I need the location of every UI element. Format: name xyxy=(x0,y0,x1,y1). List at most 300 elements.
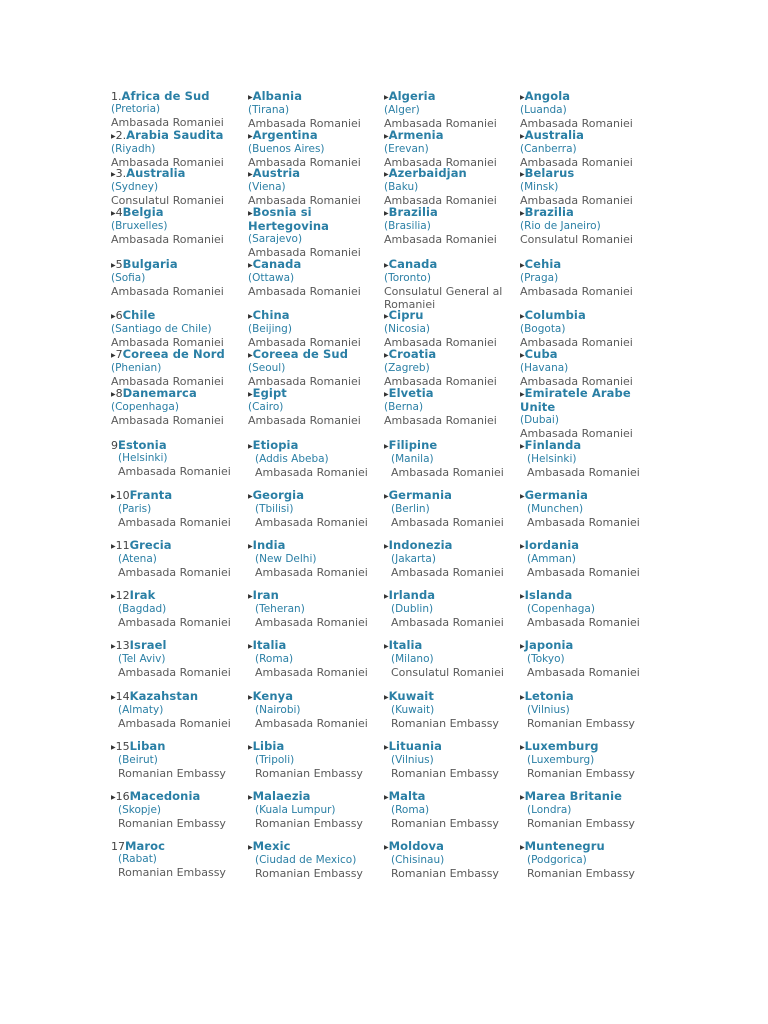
country-link[interactable]: Italia xyxy=(388,638,423,652)
country-link[interactable]: Croatia xyxy=(388,347,437,361)
country-link[interactable]: Cipru xyxy=(388,308,424,322)
city-name: (Podgorica) xyxy=(527,854,587,866)
country-link[interactable]: Egipt xyxy=(252,386,287,400)
city-name: (Berna) xyxy=(384,401,424,413)
entry-heading xyxy=(111,309,241,323)
bullet-arrow-icon: ▶ xyxy=(384,744,389,751)
country-entry xyxy=(111,129,241,169)
mission-type: Ambasada Romaniei xyxy=(255,717,368,730)
country-link[interactable]: Chile xyxy=(122,308,156,322)
country-link[interactable]: Marea Britanie xyxy=(524,789,623,803)
bullet-arrow-icon: ▶ xyxy=(520,94,525,101)
bullet-arrow-icon: ▶ xyxy=(384,443,389,450)
mission-type: Ambasada Romaniei xyxy=(255,516,368,529)
country-entry xyxy=(111,539,241,579)
country-link[interactable]: Emiratele Arabe Unite xyxy=(520,386,631,414)
country-entry xyxy=(384,129,514,169)
country-link[interactable]: Luxemburg xyxy=(524,739,599,753)
entry-heading xyxy=(111,167,241,181)
mission-type: Consulatul Romaniei xyxy=(111,194,224,207)
country-entry xyxy=(248,348,378,388)
bullet-arrow-icon: ▶ xyxy=(248,643,253,650)
country-link[interactable]: Cuba xyxy=(524,347,558,361)
entry-heading xyxy=(520,790,650,804)
city-name: (Toronto) xyxy=(384,272,431,284)
entry-number: 14 xyxy=(115,690,130,703)
city-name: (Manila) xyxy=(391,453,434,465)
entry-number: 6 xyxy=(115,309,123,322)
bullet-arrow-icon: ▶ xyxy=(111,133,116,140)
entry-heading xyxy=(384,690,514,704)
mission-type: Ambasada Romaniei xyxy=(111,414,224,427)
mission-type: Romanian Embassy xyxy=(391,817,499,830)
mission-type: Ambasada Romaniei xyxy=(248,156,361,169)
country-link[interactable]: Finlanda xyxy=(524,438,582,452)
entry-heading xyxy=(384,206,514,220)
entry-number: 7 xyxy=(115,348,123,361)
entry-heading xyxy=(384,539,514,553)
bullet-arrow-icon: ▶ xyxy=(248,593,253,600)
country-link[interactable]: Brazilia xyxy=(524,205,574,219)
entry-number: 11 xyxy=(115,539,130,552)
country-link[interactable]: Lituania xyxy=(388,739,443,753)
country-entry xyxy=(520,206,650,246)
entry-heading xyxy=(111,206,241,220)
country-link[interactable]: Japonia xyxy=(524,638,574,652)
bullet-arrow-icon: ▶ xyxy=(520,210,525,217)
city-name: (Erevan) xyxy=(384,143,429,155)
mission-type: Romanian Embassy xyxy=(391,717,499,730)
country-link[interactable]: Albania xyxy=(252,89,303,103)
entry-heading xyxy=(248,167,378,181)
country-entry xyxy=(520,840,650,880)
country-link[interactable]: Israel xyxy=(129,638,167,652)
country-entry xyxy=(111,167,241,207)
country-entry xyxy=(111,258,241,298)
bullet-arrow-icon: ▶ xyxy=(384,593,389,600)
country-entry xyxy=(520,489,650,529)
mission-type: Ambasada Romaniei xyxy=(248,375,361,388)
country-entry xyxy=(248,840,378,880)
country-link[interactable]: China xyxy=(252,308,290,322)
city-name: (Addis Abeba) xyxy=(255,453,329,465)
country-entry xyxy=(520,90,650,130)
entry-heading xyxy=(520,690,650,704)
country-entry xyxy=(520,690,650,730)
country-entry xyxy=(520,167,650,207)
city-name: (Buenos Aires) xyxy=(248,143,325,155)
bullet-arrow-icon: ▶ xyxy=(111,493,116,500)
country-entry xyxy=(248,167,378,207)
mission-type: Ambasada Romaniei xyxy=(391,566,504,579)
entry-heading xyxy=(111,90,241,103)
city-name: (Santiago de Chile) xyxy=(111,323,212,335)
country-link[interactable]: Belarus xyxy=(524,166,575,180)
city-name: (Tokyo) xyxy=(527,653,565,665)
country-entry xyxy=(384,639,514,679)
entry-heading xyxy=(248,740,378,754)
country-entry xyxy=(384,387,514,427)
country-entry xyxy=(520,740,650,780)
city-name: (Riyadh) xyxy=(111,143,156,155)
country-entry xyxy=(384,840,514,880)
mission-type: Ambasada Romaniei xyxy=(118,516,231,529)
mission-type: Ambasada Romaniei xyxy=(111,375,224,388)
bullet-arrow-icon: ▶ xyxy=(111,313,116,320)
country-link[interactable]: Canada xyxy=(252,257,302,271)
country-link[interactable]: Irak xyxy=(129,588,156,602)
country-link[interactable]: Mexic xyxy=(252,839,291,853)
country-link[interactable]: Macedonia xyxy=(129,789,201,803)
bullet-arrow-icon: ▶ xyxy=(248,313,253,320)
country-entry xyxy=(520,639,650,679)
country-link[interactable]: Coreea de Nord xyxy=(122,347,225,361)
bullet-arrow-icon: ▶ xyxy=(111,391,116,398)
bullet-arrow-icon: ▶ xyxy=(384,694,389,701)
country-entry xyxy=(111,206,241,246)
country-link[interactable]: Italia xyxy=(252,638,287,652)
country-link[interactable]: Georgia xyxy=(252,488,305,502)
bullet-arrow-icon: ▶ xyxy=(384,794,389,801)
mission-type: Romanian Embassy xyxy=(391,867,499,880)
bullet-arrow-icon: ▶ xyxy=(520,171,525,178)
mission-type: Ambasada Romaniei xyxy=(118,566,231,579)
entry-heading xyxy=(520,740,650,754)
mission-type: Ambasada Romaniei xyxy=(520,427,633,440)
country-link[interactable]: Moldova xyxy=(388,839,445,853)
mission-type: Ambasada Romaniei xyxy=(384,233,497,246)
country-link[interactable]: Grecia xyxy=(129,538,172,552)
bullet-arrow-icon: ▶ xyxy=(520,443,525,450)
country-link[interactable]: Cehia xyxy=(524,257,562,271)
entry-heading xyxy=(384,129,514,143)
country-entry xyxy=(248,790,378,830)
mission-type: Ambasada Romaniei xyxy=(111,156,224,169)
entry-heading xyxy=(111,489,241,503)
entry-heading xyxy=(248,439,378,453)
city-name: (Vilnius) xyxy=(391,754,434,766)
mission-type: Ambasada Romaniei xyxy=(255,566,368,579)
country-link[interactable]: Filipine xyxy=(388,438,438,452)
bullet-arrow-icon: ▶ xyxy=(248,794,253,801)
country-link[interactable]: Angola xyxy=(524,89,571,103)
entry-heading xyxy=(384,309,514,323)
bullet-arrow-icon: ▶ xyxy=(384,171,389,178)
entry-heading xyxy=(384,489,514,503)
bullet-arrow-icon: ▶ xyxy=(111,744,116,751)
bullet-arrow-icon: ▶ xyxy=(248,171,253,178)
entry-heading xyxy=(520,387,650,414)
entry-heading xyxy=(520,539,650,553)
country-link[interactable]: Belgia xyxy=(122,205,164,219)
country-link[interactable]: Kuwait xyxy=(388,689,434,703)
country-entry xyxy=(520,348,650,388)
country-link[interactable]: Australia xyxy=(126,166,186,180)
mission-type: Ambasada Romaniei xyxy=(111,285,224,298)
mission-type: Ambasada Romaniei xyxy=(384,336,497,349)
country-link[interactable]: Bulgaria xyxy=(122,257,178,271)
mission-type: Ambasada Romaniei xyxy=(520,375,633,388)
country-link[interactable]: Arabia Saudita xyxy=(126,128,224,142)
mission-type: Consulatul Romaniei xyxy=(520,233,633,246)
country-link[interactable]: Africa de Sud xyxy=(121,89,210,103)
entry-heading xyxy=(384,790,514,804)
country-link[interactable]: Indonezia xyxy=(388,538,453,552)
country-link[interactable]: Iordania xyxy=(524,538,580,552)
country-entry xyxy=(248,539,378,579)
mission-type: Ambasada Romaniei xyxy=(520,156,633,169)
city-name: (Tel Aviv) xyxy=(118,653,166,665)
country-link[interactable]: Liban xyxy=(129,739,166,753)
city-name: (Minsk) xyxy=(520,181,559,193)
mission-type: Ambasada Romaniei xyxy=(248,117,361,130)
mission-type: Ambasada Romaniei xyxy=(255,616,368,629)
city-name: (Viena) xyxy=(248,181,286,193)
city-name: (Roma) xyxy=(255,653,294,665)
mission-type: Ambasada Romaniei xyxy=(248,285,361,298)
entry-heading xyxy=(520,167,650,181)
bullet-arrow-icon: ▶ xyxy=(248,493,253,500)
country-entry xyxy=(520,790,650,830)
mission-type: Ambasada Romaniei xyxy=(248,414,361,427)
bullet-arrow-icon: ▶ xyxy=(520,391,525,398)
country-link[interactable]: Germania xyxy=(388,488,452,502)
entry-heading xyxy=(248,639,378,653)
country-entry xyxy=(248,489,378,529)
country-entry xyxy=(520,589,650,629)
city-name: (Beijing) xyxy=(248,323,292,335)
country-entry xyxy=(384,167,514,207)
city-name: (Paris) xyxy=(118,503,152,515)
bullet-arrow-icon: ▶ xyxy=(520,262,525,269)
bullet-arrow-icon: ▶ xyxy=(520,593,525,600)
bullet-arrow-icon: ▶ xyxy=(520,844,525,851)
mission-type: Ambasada Romaniei xyxy=(384,194,497,207)
city-name: (Tirana) xyxy=(248,104,290,116)
entry-heading xyxy=(384,840,514,854)
entry-number: 15 xyxy=(115,740,130,753)
city-name: (Canberra) xyxy=(520,143,577,155)
country-link[interactable]: Azerbaidjan xyxy=(388,166,467,180)
entry-heading xyxy=(520,258,650,272)
country-link[interactable]: Islanda xyxy=(524,588,573,602)
entry-heading xyxy=(248,206,378,233)
country-entry xyxy=(248,258,378,298)
country-link[interactable]: Elvetia xyxy=(388,386,434,400)
entry-heading xyxy=(111,840,241,853)
entry-heading xyxy=(520,589,650,603)
bullet-arrow-icon: ▶ xyxy=(384,262,389,269)
mission-type: Ambasada Romaniei xyxy=(527,466,640,479)
entry-heading xyxy=(248,539,378,553)
entry-heading xyxy=(248,258,378,272)
country-link[interactable]: Columbia xyxy=(524,308,586,322)
city-name: (Kuwait) xyxy=(391,704,435,716)
city-name: (Nicosia) xyxy=(384,323,430,335)
city-name: (Phenian) xyxy=(111,362,162,374)
country-link[interactable]: Etiopia xyxy=(252,438,299,452)
city-name: (Helsinki) xyxy=(527,453,577,465)
city-name: (Luxemburg) xyxy=(527,754,595,766)
country-link[interactable]: India xyxy=(252,538,286,552)
country-link[interactable]: Malta xyxy=(388,789,426,803)
mission-type: Romanian Embassy xyxy=(391,767,499,780)
bullet-arrow-icon: ▶ xyxy=(248,844,253,851)
entry-heading xyxy=(248,309,378,323)
country-link[interactable]: Letonia xyxy=(524,689,574,703)
city-name: (Bogota) xyxy=(520,323,566,335)
entry-heading xyxy=(111,740,241,754)
mission-type: Ambasada Romaniei xyxy=(391,466,504,479)
entry-heading xyxy=(248,387,378,401)
city-name: (Roma) xyxy=(391,804,430,816)
country-link[interactable]: Canada xyxy=(388,257,438,271)
entry-heading xyxy=(248,589,378,603)
entry-number: 1. xyxy=(111,90,122,103)
city-name: (Bruxelles) xyxy=(111,220,168,232)
country-entry xyxy=(111,639,241,679)
entry-number: 13 xyxy=(115,639,130,652)
entry-heading xyxy=(248,129,378,143)
bullet-arrow-icon: ▶ xyxy=(520,352,525,359)
country-entry xyxy=(520,129,650,169)
city-name: (Rabat) xyxy=(118,853,157,865)
country-entry xyxy=(248,740,378,780)
city-name: (Sarajevo) xyxy=(248,233,303,245)
bullet-arrow-icon: ▶ xyxy=(520,744,525,751)
entry-number: 5 xyxy=(115,258,123,271)
country-link[interactable]: Argentina xyxy=(252,128,318,142)
country-entry xyxy=(520,387,650,440)
mission-type: Romanian Embassy xyxy=(527,867,635,880)
mission-type: Ambasada Romaniei xyxy=(118,717,231,730)
country-link[interactable]: Maroc xyxy=(125,839,166,853)
country-entry xyxy=(248,206,378,259)
city-name: (Londra) xyxy=(527,804,572,816)
city-name: (Havana) xyxy=(520,362,569,374)
country-link[interactable]: Bosnia si Hertegovina xyxy=(248,205,330,233)
entry-number: 9 xyxy=(111,439,118,452)
city-name: (Tbilisi) xyxy=(255,503,294,515)
city-name: (Alger) xyxy=(384,104,420,116)
bullet-arrow-icon: ▶ xyxy=(248,744,253,751)
city-name: (Rio de Janeiro) xyxy=(520,220,601,232)
country-link[interactable]: Germania xyxy=(524,488,588,502)
bullet-arrow-icon: ▶ xyxy=(111,352,116,359)
city-name: (Berlin) xyxy=(391,503,430,515)
country-link[interactable]: Libia xyxy=(252,739,285,753)
bullet-arrow-icon: ▶ xyxy=(384,643,389,650)
entry-heading xyxy=(384,439,514,453)
mission-type: Ambasada Romaniei xyxy=(384,117,497,130)
bullet-arrow-icon: ▶ xyxy=(111,543,116,550)
country-entry xyxy=(384,790,514,830)
city-name: (Ciudad de Mexico) xyxy=(255,854,357,866)
entry-number: 4 xyxy=(115,206,123,219)
mission-type: Consulatul Romaniei xyxy=(391,666,504,679)
bullet-arrow-icon: ▶ xyxy=(248,391,253,398)
country-entry xyxy=(248,690,378,730)
country-link[interactable]: Iran xyxy=(252,588,279,602)
mission-type: Romanian Embassy xyxy=(527,717,635,730)
country-link[interactable]: Franta xyxy=(129,488,173,502)
country-entry xyxy=(248,639,378,679)
city-name: (Cairo) xyxy=(248,401,284,413)
country-link[interactable]: Armenia xyxy=(388,128,444,142)
country-entry xyxy=(111,589,241,629)
bullet-arrow-icon: ▶ xyxy=(520,493,525,500)
bullet-arrow-icon: ▶ xyxy=(248,94,253,101)
country-entry xyxy=(384,740,514,780)
country-link[interactable]: Coreea de Sud xyxy=(252,347,349,361)
entry-number: 10 xyxy=(115,489,130,502)
city-name: (Helsinki) xyxy=(118,452,168,464)
country-link[interactable]: Austria xyxy=(252,166,301,180)
bullet-arrow-icon: ▶ xyxy=(384,94,389,101)
entry-heading xyxy=(111,129,241,143)
country-entry xyxy=(384,258,514,311)
bullet-arrow-icon: ▶ xyxy=(248,443,253,450)
mission-type: Ambasada Romaniei xyxy=(527,666,640,679)
entry-heading xyxy=(248,90,378,104)
city-name: (Bagdad) xyxy=(118,603,167,615)
entry-heading xyxy=(384,167,514,181)
bullet-arrow-icon: ▶ xyxy=(111,262,116,269)
mission-type: Ambasada Romaniei xyxy=(391,616,504,629)
country-link[interactable]: Danemarca xyxy=(122,386,197,400)
country-link[interactable]: Algeria xyxy=(388,89,436,103)
bullet-arrow-icon: ▶ xyxy=(520,694,525,701)
mission-type: Romanian Embassy xyxy=(118,767,226,780)
bullet-arrow-icon: ▶ xyxy=(520,794,525,801)
country-entry xyxy=(520,309,650,349)
mission-type: Ambasada Romaniei xyxy=(111,233,224,246)
country-link[interactable]: Australia xyxy=(524,128,585,142)
bullet-arrow-icon: ▶ xyxy=(384,493,389,500)
country-link[interactable]: Kazahstan xyxy=(129,689,199,703)
entry-heading xyxy=(384,740,514,754)
mission-type: Ambasada Romaniei xyxy=(520,285,633,298)
entry-heading xyxy=(520,129,650,143)
country-link[interactable]: Kenya xyxy=(252,689,294,703)
bullet-arrow-icon: ▶ xyxy=(384,391,389,398)
entry-heading xyxy=(248,690,378,704)
city-name: (Sydney) xyxy=(111,181,159,193)
entry-heading xyxy=(111,639,241,653)
mission-type: Ambasada Romaniei xyxy=(111,116,224,129)
country-entry xyxy=(384,539,514,579)
entry-heading xyxy=(520,206,650,220)
country-link[interactable]: Muntenegru xyxy=(524,839,605,853)
country-link[interactable]: Malaezia xyxy=(252,789,311,803)
mission-type: Consulatul General al Romaniei xyxy=(384,285,503,311)
entry-heading xyxy=(111,790,241,804)
bullet-arrow-icon: ▶ xyxy=(384,844,389,851)
city-name: (Praga) xyxy=(520,272,559,284)
country-entry xyxy=(111,387,241,427)
city-name: (Seoul) xyxy=(248,362,286,374)
country-entry xyxy=(384,90,514,130)
city-name: (Amman) xyxy=(527,553,576,565)
bullet-arrow-icon: ▶ xyxy=(520,313,525,320)
mission-type: Ambasada Romaniei xyxy=(384,414,497,427)
city-name: (Copenhaga) xyxy=(527,603,595,615)
entry-number: 8 xyxy=(115,387,123,400)
bullet-arrow-icon: ▶ xyxy=(384,210,389,217)
country-link[interactable]: Estonia xyxy=(118,438,167,452)
country-link[interactable]: Brazilia xyxy=(388,205,438,219)
country-link[interactable]: Irlanda xyxy=(388,588,436,602)
